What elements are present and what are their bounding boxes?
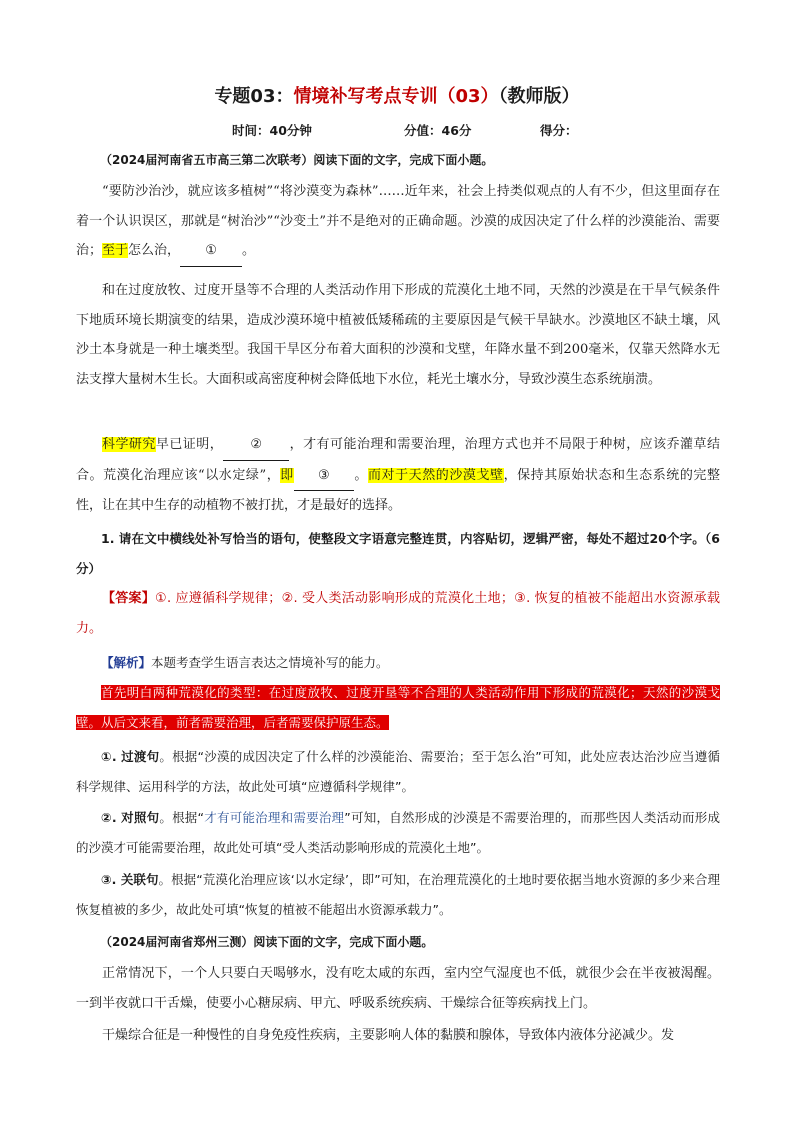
passage1-paragraph2: 和在过度放牧、过度开垦等不合理的人类活动作用下形成的荒漠化土地不同，天然的沙漠是在干旱气候条件下地质环境长期演变的结果，造成沙漠环境中植被低矮稀疏的主要原因是气候干旱缺水。沙漠地区不缺土壤，风沙土本身就是一种土壤类型。我国干旱区分布着大面积的沙漠和戈壁，年降水量不到200毫米，仅靠天然降水无法支撑大量树木生长。大面积或高密度种树会降低地下水位，耗光土壤水分，导致沙漠生态系统崩溃。 bbox=[76, 283, 720, 387]
score-obtained: 得分： bbox=[540, 123, 578, 138]
analysis-intro bbox=[76, 648, 720, 678]
analysis-item-2-a: 。根据“ bbox=[159, 810, 205, 825]
analysis-item-2-label: ②. 对照句 bbox=[101, 810, 160, 825]
p3-a: 早已证明， bbox=[155, 437, 224, 452]
p3-b: ，才有可能治理和需要治理，治理方式也并不局限于种树，应该乔灌草结合。荒漠化治理应该“以水定绿”， bbox=[76, 437, 720, 483]
blank-3: ③ bbox=[294, 461, 354, 492]
blank-2: ② bbox=[223, 430, 289, 461]
page-title bbox=[0, 82, 794, 108]
time-limit: 时间：40分钟 bbox=[232, 123, 312, 138]
p3-highlight-3: 而对于天然的沙漠戈壁 bbox=[367, 467, 504, 483]
p3-highlight-2: 即 bbox=[280, 467, 294, 483]
analysis-item-2 bbox=[76, 803, 720, 862]
analysis-highlight bbox=[76, 678, 720, 737]
passage2-paragraph1: 正常情况下，一个人只要白天喝够水，没有吃太咸的东西，室内空气湿度也不低，就很少会在半夜被渴醒。一到半夜就口干舌燥，使要小心糖尿病、甲亢、呼吸系统疾病、干燥综合征等疾病找上门。 bbox=[76, 966, 720, 1011]
answer-block bbox=[76, 584, 720, 643]
title-topic: 情境补写考点专训（03） bbox=[293, 86, 499, 107]
analysis-item-3-text: 。根据“荒漠化治理应该‘以水定绿’，即”可知，在治理荒漠化的土地时要依据当地水资源的多少来合理恢复植被的多少，故此处可填“恢复的植被不能超出水资源承载力”。 bbox=[76, 872, 721, 917]
analysis-intro-text: 本题考查学生语言表达之情境补写的能力。 bbox=[151, 655, 389, 670]
total-score: 分值：46分 bbox=[404, 123, 472, 138]
title-suffix: （教师版） bbox=[498, 86, 580, 107]
analysis-item-2-quote: 才有可能治理和需要治理 bbox=[204, 810, 345, 825]
analysis-highlight-text: 首先明白两种荒漠化的类型：在过度放牧、过度开垦等不合理的人类活动作用下形成的荒漠化；天然的沙漠戈壁。从后文来看，前者需要治理，后者需要保护原生态。 bbox=[76, 685, 720, 730]
title-prefix: 专题03： bbox=[214, 86, 294, 107]
answer-label: 【答案】 bbox=[102, 591, 156, 606]
blank-1: ① bbox=[180, 236, 242, 267]
analysis-item-3 bbox=[76, 865, 720, 924]
passage2-source: （2024届河南省郑州三测）阅读下面的文字，完成下面小题。 bbox=[100, 935, 434, 949]
answer-text: ①. 应遵循科学规律；②. 受人类活动影响形成的荒漠化土地；③. 恢复的植被不能超出水资源承载力。 bbox=[76, 591, 720, 636]
p1-text: “要防沙治沙，就应该多植树”“将沙漠变为森林”……近年来，社会上持类似观点的人有不少，但这里面存在着一个认识误区，那就是“树治沙”“沙变土”并不是绝对的正确命题。沙漠的成因决定了什么样的沙漠能治、需要治； bbox=[76, 184, 720, 258]
analysis-item-1 bbox=[76, 742, 720, 801]
analysis-item-1-label: ①. 过渡句 bbox=[101, 749, 160, 764]
passage1-paragraph1 bbox=[76, 177, 720, 267]
analysis-item-2-b: ”可知，自然形成的沙漠是不需要治理的，而那些因人类活动而形成的沙漠才可能需要治理，故此处可填“受人类活动影响形成的荒漠化土地”。 bbox=[76, 810, 720, 855]
passage1-paragraph3 bbox=[76, 430, 720, 521]
p1-highlight: 至于 bbox=[102, 243, 129, 258]
passage2-paragraph2: 干燥综合征是一种慢性的自身免疫性疾病，主要影响人体的黏膜和腺体，导致体内液体分泌减少。发 bbox=[102, 1028, 675, 1043]
p3-c: 。 bbox=[353, 467, 368, 483]
question-1: 1. 请在文中横线处补写恰当的语句，使整段文字语意完整连贯，内容贴切，逻辑严密，每处不超过20个字。（6分） bbox=[76, 531, 720, 576]
analysis-label: 【解析】 bbox=[101, 655, 152, 670]
p3-d: ，保持其原始状态和生态系统的完整性，让在其中生存的动植物不被打扰，才是最好的选择。 bbox=[76, 467, 720, 513]
p1-end: 。 bbox=[242, 243, 256, 258]
p3-highlight-1: 科学研究 bbox=[102, 437, 156, 452]
passage1-source: （2024届河南省五市高三第二次联考）阅读下面的文字，完成下面小题。 bbox=[100, 153, 494, 167]
analysis-item-3-label: ③. 关联句 bbox=[101, 872, 159, 887]
p1-after: 怎么治， bbox=[128, 243, 181, 258]
analysis-item-1-text: 。根据“沙漠的成因决定了什么样的沙漠能治、需要治；至于怎么治”可知，此处应表达治沙应当遵循科学规律、运用科学的方法，故此处可填“应遵循科学规律”。 bbox=[76, 749, 720, 794]
